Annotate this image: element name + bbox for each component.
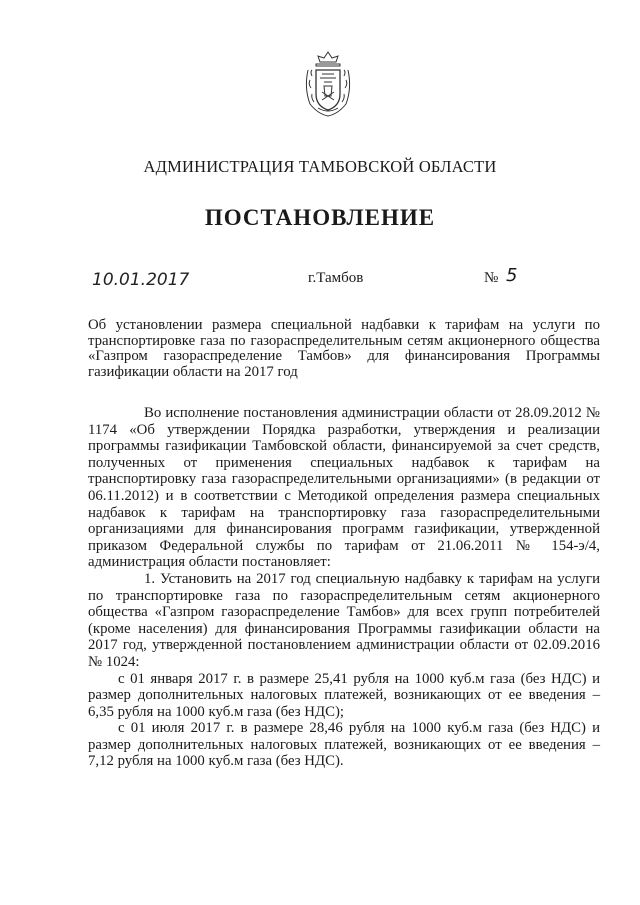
document-city: г.Тамбов	[308, 270, 364, 286]
item-1-subitem-january: с 01 января 2017 г. в размере 25,41 рубля на 1000 куб.м газа (без НДС) и размер дополнительных налоговых платежей, возникающих от ее введения – 6,35 рубля на 1000 куб.м газа (без НДС);	[88, 670, 600, 720]
document-date: 10.01.2017	[92, 270, 190, 290]
organization-name: АДМИНИСТРАЦИЯ ТАМБОВСКОЙ ОБЛАСТИ	[143, 157, 497, 176]
document-body	[88, 405, 600, 770]
document-title: ПОСТАНОВЛЕНИЕ	[204, 205, 436, 230]
document-number: 5	[506, 265, 518, 286]
item-1-paragraph: 1. Установить на 2017 год специальную надбавку к тарифам на услуги по транспортировке газа по газораспределительным сетям акционерного общества «Газпром газораспределение Тамбов» для всех групп потребителей (кроме населения) для финансирования Программы газификации области на 2017 год, утвержденной постановлением администрации области от 02.09.2016 № 1024:	[88, 570, 600, 670]
coat-of-arms-icon	[298, 48, 358, 118]
document-number-label: №	[484, 270, 499, 286]
document-subject: Об установлении размера специальной надбавки к тарифам на услуги по транспортировке газа по газораспределительным сетям акционерного общества «Газпром газораспределение Тамбов» для финансирования Программы газификации области на 2017 год	[88, 317, 600, 380]
item-1-subitem-july: с 01 июля 2017 г. в размере 28,46 рубля на 1000 куб.м газа (без НДС) и размер дополнительных налоговых платежей, возникающих от ее введения – 7,12 рубля на 1000 куб.м газа (без НДС).	[88, 720, 600, 770]
preamble-paragraph: Во исполнение постановления администрации области от 28.09.2012 № 1174 «Об утверждении Порядка разработки, утверждения и реализации программы газификации Тамбовской области, финансируемой за счет средств, полученных от применения специальных надбавок к тарифам на транспортировку газа газораспределительными организациями» (в редакции от 06.11.2012) и в соответствии с Методикой определения размера специальных надбавок к тарифам на транспортировку газа газораспределительными организациями для финансирования программ газификации, утвержденной приказом Федеральной службы по тарифам от 21.06.2011 № 154-э/4, администрация области постановляет:	[88, 405, 600, 571]
